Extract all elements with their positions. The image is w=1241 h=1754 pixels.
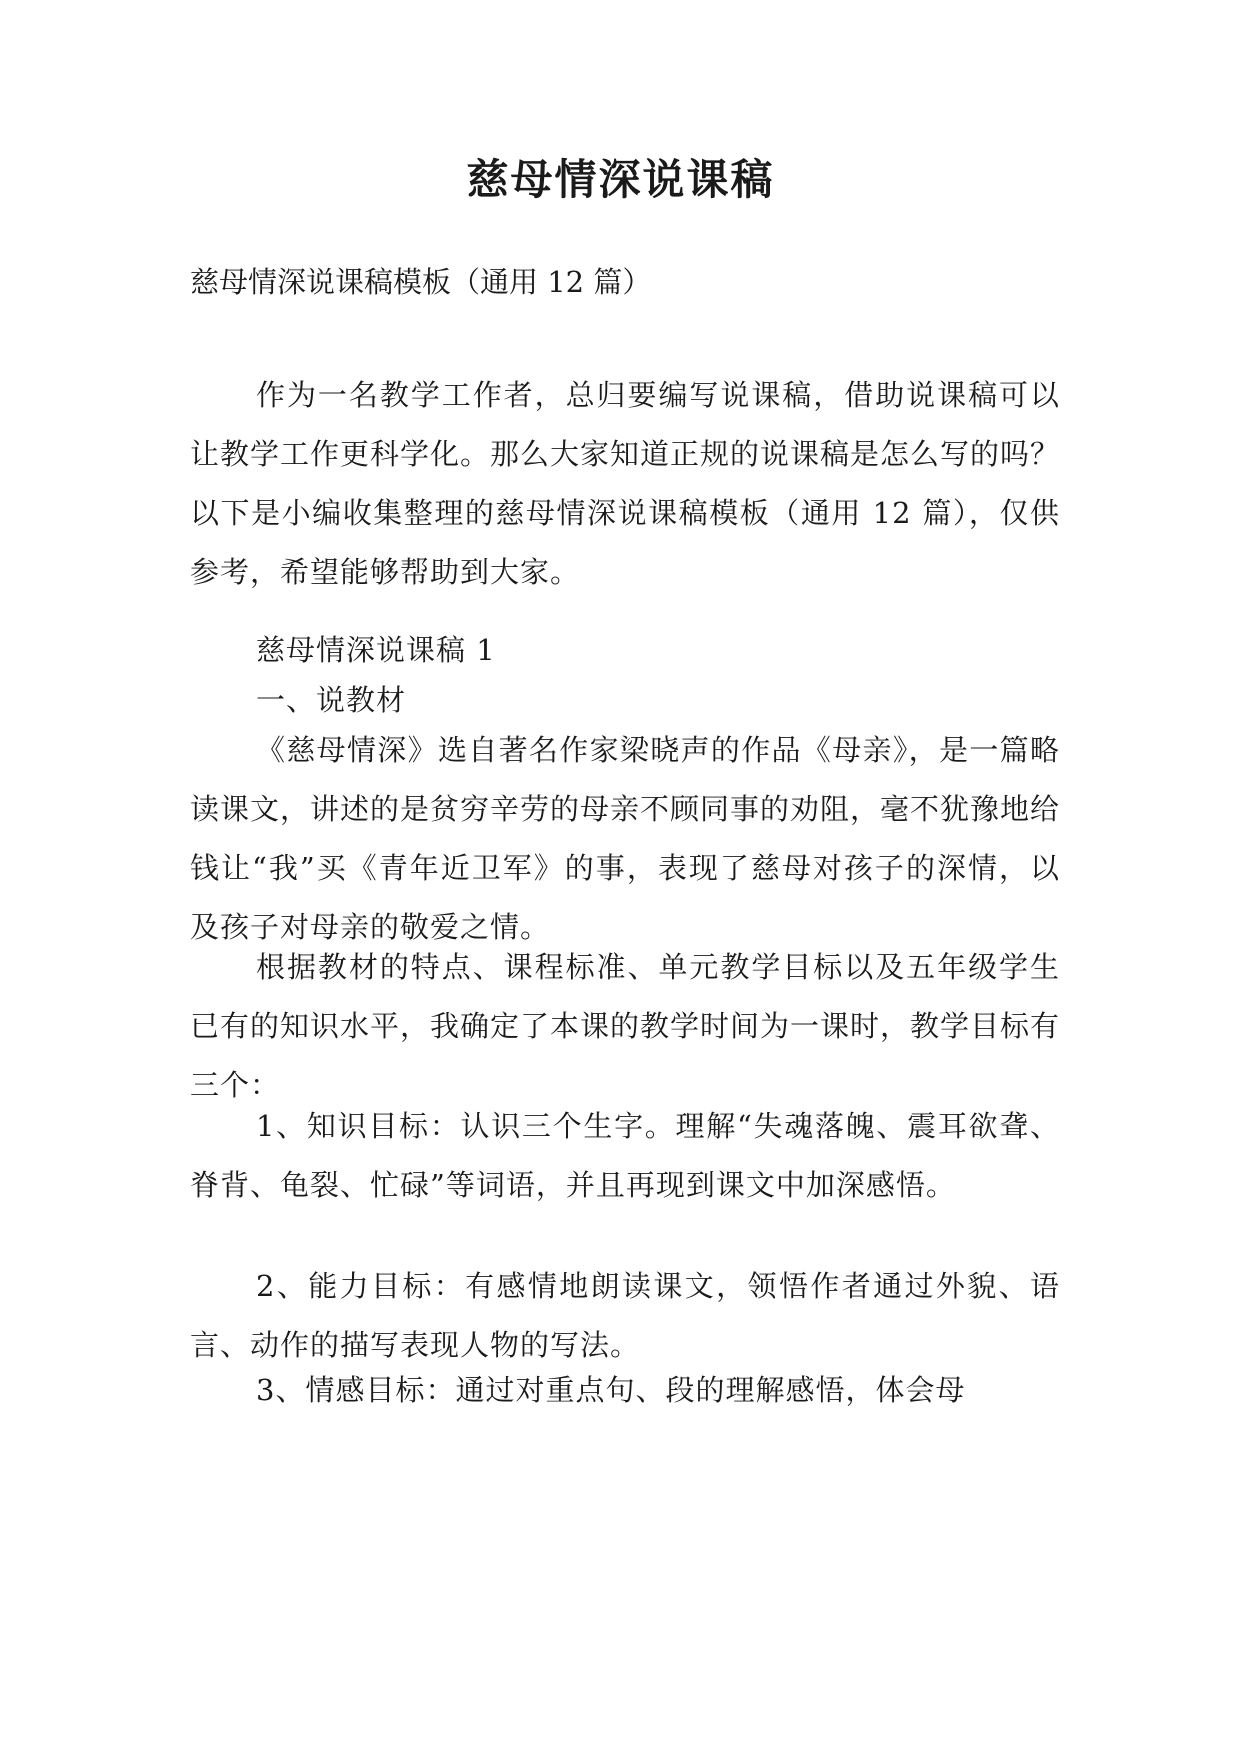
section-heading: 一、说教材 xyxy=(256,683,407,717)
body-paragraph-2: 根据教材的特点、课程标准、单元教学目标以及五年级学生已有的知识水平，我确定了本课的教学时间为一课时，教学目标有三个： xyxy=(190,950,1061,1102)
document-subtitle: 慈母情深说课稿模板（通用 12 篇） xyxy=(190,265,652,299)
body-paragraph-4: 2、能力目标：有感情地朗读课文，领悟作者通过外貌、语言、动作的描写表现人物的写法。 xyxy=(190,1269,1060,1362)
document-title: 慈母情深说课稿 xyxy=(466,155,775,204)
body-paragraph-5: 3、情感目标：通过对重点句、段的理解感悟，体会母 xyxy=(256,1373,966,1407)
body-paragraph-3: 1、知识目标：认识三个生字。理解“失魂落魄、震耳欲聋、脊背、龟裂、忙碌”等词语，并且再现到课文中加深感悟。 xyxy=(190,1109,1060,1202)
section-title: 慈母情深说课稿 1 xyxy=(256,633,496,667)
body-paragraph-1: 《慈母情深》选自著名作家梁晓声的作品《母亲》，是一篇略读课文，讲述的是贫穷辛劳的母亲不顾同事的劝阻，毫不犹豫地给钱让“我”买《青年近卫军》的事，表现了慈母对孩子的深情，以及孩子对母亲的敬爱之情。 xyxy=(190,733,1061,944)
intro-paragraph: 作为一名教学工作者，总归要编写说课稿，借助说课稿可以让教学工作更科学化。那么大家知道正规的说课稿是怎么写的吗？以下是小编收集整理的慈母情深说课稿模板（通用 12 篇），仅供参考，希望能够帮助到大家。 xyxy=(190,378,1061,589)
